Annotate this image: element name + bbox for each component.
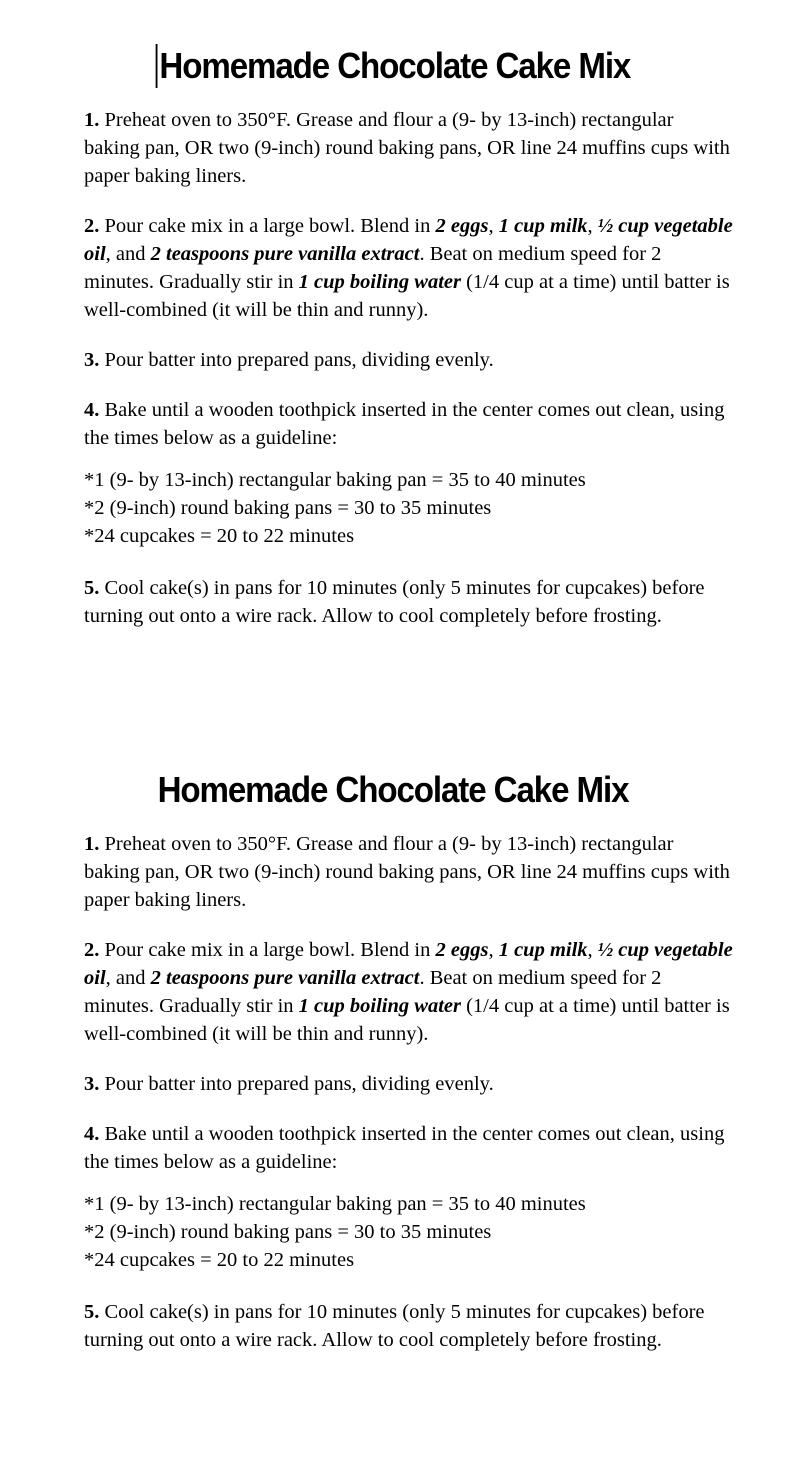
- step-text: Preheat oven to 350°F. Grease and flour a (9- by 13-inch) rectangular baking pan, OR two (9-inch) round baking pans, OR line 24 muffins cups with paper baking liners.: [84, 833, 730, 911]
- recipe-body: [84, 830, 734, 1354]
- step-text: Preheat oven to 350°F. Grease and flour a (9- by 13-inch) rectangular baking pan, OR two (9-inch) round baking pans, OR line 24 muffins cups with paper baking liners.: [84, 109, 730, 188]
- bake-times-list: [84, 1190, 734, 1274]
- step-number: 4.: [84, 1123, 100, 1145]
- recipe-title[interactable]: Homemade Chocolate Cake Mix: [31, 42, 754, 90]
- step-number: 2.: [84, 215, 100, 238]
- step-5: [84, 574, 734, 630]
- ingredient-eggs: 2 eggs: [435, 939, 489, 961]
- ingredient-water: 1 cup boiling water: [298, 271, 461, 294]
- ingredient-eggs: 2 eggs: [435, 215, 489, 238]
- recipe-title[interactable]: Homemade Chocolate Cake Mix: [157, 769, 629, 810]
- bake-time-item: *2 (9-inch) round baking pans = 30 to 35 minutes: [84, 1221, 492, 1243]
- step-text: Bake until a wooden toothpick inserted in the center comes out clean, using the times below as a guideline:: [84, 1123, 725, 1173]
- text-cursor: [156, 44, 158, 88]
- step-number: 3.: [84, 349, 100, 372]
- bake-time-item: *24 cupcakes = 20 to 22 minutes: [84, 1249, 355, 1271]
- step-number: 4.: [84, 399, 100, 422]
- step-number: 1.: [84, 833, 100, 855]
- step-5: [84, 1298, 734, 1354]
- step-text: Bake until a wooden toothpick inserted in the center comes out clean, using the times below as a guideline:: [84, 399, 725, 450]
- step-number: 3.: [84, 1073, 100, 1095]
- ingredient-water: 1 cup boiling water: [298, 995, 461, 1017]
- step-1: [84, 830, 734, 914]
- ingredient-vanilla: 2 teaspoons pure vanilla extract: [150, 967, 420, 989]
- step-3: [84, 1070, 734, 1098]
- step-text: Pour batter into prepared pans, dividing evenly.: [99, 349, 494, 372]
- step-text: Cool cake(s) in pans for 10 minutes (only 5 minutes for cupcakes) before turning out onto a wire rack. Allow to cool completely before frosting.: [84, 577, 705, 628]
- recipe-card-1: [0, 42, 786, 652]
- ingredient-vanilla: 2 teaspoons pure vanilla extract: [150, 243, 420, 266]
- ingredient-oil: ½ cup vegetable oil: [84, 215, 733, 266]
- step-2: 2. Pour cake mix in a large bowl. Blend in 2 eggs, 1 cup milk, ½ cup vegetable oil, and 2 teaspoons pure vanilla extract. Beat on medium speed for 2 minutes. Gradually stir in 1 cup boiling water (1/4 cup at a time) until batter is well-combined (it will be thin and runny).: [84, 215, 733, 322]
- step-number: 2.: [84, 939, 100, 961]
- recipe-body: [84, 106, 734, 630]
- step-text: Cool cake(s) in pans for 10 minutes (only 5 minutes for cupcakes) before turning out onto a wire rack. Allow to cool completely before frosting.: [84, 1301, 705, 1351]
- step-number: 5.: [84, 1301, 100, 1323]
- bake-times-list: [84, 466, 734, 550]
- bake-time-item: *1 (9- by 13-inch) rectangular baking pan = 35 to 40 minutes: [84, 469, 586, 492]
- step-number: 5.: [84, 577, 100, 600]
- ingredient-oil: ½ cup vegetable oil: [84, 939, 733, 989]
- step-number: 1.: [84, 109, 100, 132]
- step-1: [84, 106, 734, 190]
- bake-time-item: *24 cupcakes = 20 to 22 minutes: [84, 525, 355, 548]
- ingredient-milk: 1 cup milk: [498, 939, 588, 961]
- step-4: [84, 396, 734, 452]
- step-4: [84, 1120, 734, 1176]
- bake-time-item: *1 (9- by 13-inch) rectangular baking pan = 35 to 40 minutes: [84, 1193, 586, 1215]
- ingredient-milk: 1 cup milk: [498, 215, 588, 238]
- bake-time-item: *2 (9-inch) round baking pans = 30 to 35 minutes: [84, 497, 492, 520]
- step-text: Pour batter into prepared pans, dividing evenly.: [99, 1073, 494, 1095]
- step-2: 2. Pour cake mix in a large bowl. Blend in 2 eggs, 1 cup milk, ½ cup vegetable oil, and 2 teaspoons pure vanilla extract. Beat on medium speed for 2 minutes. Gradually stir in 1 cup boiling water (1/4 cup at a time) until batter is well-combined (it will be thin and runny).: [84, 939, 733, 1045]
- recipe-card-2: [0, 766, 786, 1376]
- step-3: [84, 346, 734, 374]
